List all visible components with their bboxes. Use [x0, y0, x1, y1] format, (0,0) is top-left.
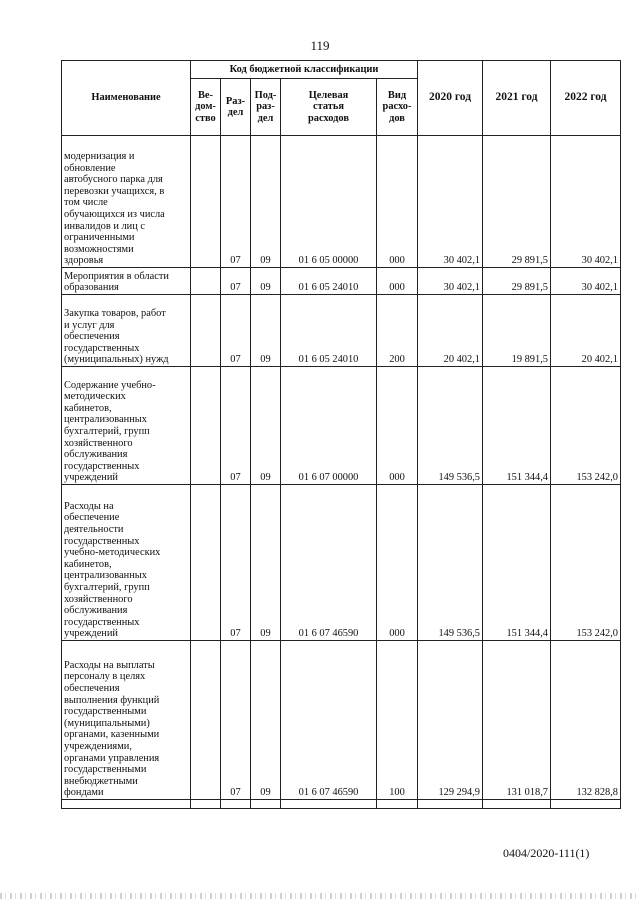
- row-amount-2022: 153 242,0: [551, 485, 621, 641]
- row-amount-2021: 29 891,5: [483, 136, 551, 268]
- header-tselevaya-line: расходов: [308, 112, 349, 124]
- empty-cell: [62, 800, 191, 809]
- table-row-empty: [62, 800, 621, 809]
- row-vid: 000: [377, 268, 418, 295]
- row-podrazdel: 09: [251, 641, 281, 800]
- row-vedomstvo: [191, 268, 221, 295]
- row-name-line: учреждений: [64, 628, 118, 640]
- row-name-line: (муниципальных) нужд: [64, 354, 169, 366]
- empty-cell: [191, 800, 221, 809]
- row-name-line: обслуживания: [64, 449, 128, 461]
- row-name-line: бухгалтерий, групп: [64, 582, 150, 594]
- row-podrazdel: 09: [251, 485, 281, 641]
- row-name-line: Мероприятия в области: [64, 270, 169, 282]
- table-row: [62, 268, 621, 295]
- scan-footer-strip: [0, 893, 640, 899]
- header-vid-line: Вид: [387, 89, 407, 101]
- row-name-line: фондами: [64, 787, 104, 799]
- row-amount-2021: 151 344,4: [483, 367, 551, 485]
- row-vedomstvo: [191, 295, 221, 367]
- row-amount-2021: 131 018,7: [483, 641, 551, 800]
- header-vid-line: расхо-: [382, 101, 412, 113]
- row-name-line: обновление: [64, 162, 116, 174]
- row-tselevaya: 01 6 07 46590: [281, 641, 377, 800]
- row-name-line: централизованных: [64, 570, 147, 582]
- row-name-line: государственных: [64, 342, 140, 354]
- header-tselevaya-line: Целевая: [308, 89, 349, 101]
- row-name-line: Закупка товаров, работ: [64, 308, 166, 320]
- header-podrazdel-line: раз-: [256, 101, 275, 113]
- row-amount-2022: 30 402,1: [551, 268, 621, 295]
- row-amount-2020: 149 536,5: [418, 367, 483, 485]
- row-name-line: Расходы на: [64, 500, 114, 512]
- empty-cell: [418, 800, 483, 809]
- row-name-line: государственными: [64, 706, 147, 718]
- row-name-line: персоналу в целях: [64, 671, 146, 683]
- header-podrazdel-line: дел: [257, 112, 274, 124]
- row-name-line: инвалидов и лиц с: [64, 220, 145, 232]
- row-amount-2020: 30 402,1: [418, 268, 483, 295]
- header-2020: 2020 год: [418, 61, 483, 136]
- header-vedomstvo-line: ство: [195, 112, 216, 124]
- header-razdel-line: Раз-: [225, 95, 246, 107]
- row-name-line: деятельности: [64, 524, 124, 536]
- row-name-line: обеспечения: [64, 683, 120, 695]
- row-amount-2022: 20 402,1: [551, 295, 621, 367]
- row-name-line: государственных: [64, 616, 140, 628]
- row-name-line: государственных: [64, 460, 140, 472]
- row-name: [62, 485, 191, 641]
- header-razdel: [221, 79, 251, 136]
- header-code-group: Код бюджетной классификации: [191, 61, 418, 79]
- row-name-line: органами, казенными: [64, 729, 160, 741]
- row-razdel: 07: [221, 485, 251, 641]
- header-podrazdel: [251, 79, 281, 136]
- row-razdel: 07: [221, 295, 251, 367]
- row-amount-2021: 19 891,5: [483, 295, 551, 367]
- row-amount-2021: 151 344,4: [483, 485, 551, 641]
- row-name-line: выполнения функций: [64, 694, 160, 706]
- row-amount-2020: 149 536,5: [418, 485, 483, 641]
- row-amount-2020: 129 294,9: [418, 641, 483, 800]
- header-razdel-line: дел: [227, 107, 244, 118]
- row-amount-2022: 30 402,1: [551, 136, 621, 268]
- header-vedomstvo-line: дом-: [195, 101, 216, 113]
- row-name-line: государственных: [64, 535, 140, 547]
- row-name-line: ограниченными: [64, 232, 135, 244]
- empty-cell: [551, 800, 621, 809]
- table-row: [62, 295, 621, 367]
- row-vedomstvo: [191, 136, 221, 268]
- row-name-line: обучающихся из числа: [64, 209, 165, 221]
- empty-cell: [281, 800, 377, 809]
- row-vid: 200: [377, 295, 418, 367]
- row-razdel: 07: [221, 641, 251, 800]
- row-name-line: возможностями: [64, 243, 134, 255]
- row-name-line: и услуг для: [64, 319, 115, 331]
- row-amount-2021: 29 891,5: [483, 268, 551, 295]
- row-name: [62, 295, 191, 367]
- row-podrazdel: 09: [251, 295, 281, 367]
- row-name-line: (муниципальными): [64, 717, 150, 729]
- row-amount-2020: 30 402,1: [418, 136, 483, 268]
- header-vedomstvo-line: Ве-: [197, 89, 213, 101]
- row-podrazdel: 09: [251, 268, 281, 295]
- row-name: [62, 268, 191, 295]
- empty-cell: [221, 800, 251, 809]
- header-2022: 2022 год: [551, 61, 621, 136]
- header-tselevaya-line: статья: [313, 101, 344, 113]
- header-2021: 2021 год: [483, 61, 551, 136]
- row-name-line: централизованных: [64, 414, 147, 426]
- table-body: [62, 136, 621, 809]
- row-podrazdel: 09: [251, 367, 281, 485]
- row-razdel: 07: [221, 367, 251, 485]
- row-name-line: образования: [64, 282, 119, 294]
- row-vid: 000: [377, 485, 418, 641]
- budget-table: [61, 60, 621, 809]
- row-name-line: кабинетов,: [64, 402, 112, 414]
- header-podrazdel-line: Под-: [254, 89, 277, 101]
- row-name-line: кабинетов,: [64, 558, 112, 570]
- empty-cell: [251, 800, 281, 809]
- header-tselevaya: [281, 79, 377, 136]
- table-row: [62, 367, 621, 485]
- table-row: [62, 136, 621, 268]
- header-vedomstvo: [191, 79, 221, 136]
- row-name-line: внебюджетными: [64, 775, 138, 787]
- row-vedomstvo: [191, 485, 221, 641]
- row-name-line: методических: [64, 391, 126, 403]
- header-vid-line: дов: [389, 112, 405, 124]
- row-tselevaya: 01 6 07 00000: [281, 367, 377, 485]
- row-name-line: органами управления: [64, 752, 160, 764]
- row-name-line: хозяйственного: [64, 437, 133, 449]
- empty-cell: [377, 800, 418, 809]
- row-name-line: Расходы на выплаты: [64, 659, 155, 671]
- document-code: 0404/2020-111(1): [503, 846, 590, 860]
- row-name-line: перевозки учащихся, в: [64, 185, 165, 197]
- row-tselevaya: 01 6 07 46590: [281, 485, 377, 641]
- row-name-line: государственными: [64, 764, 147, 776]
- row-name-line: бухгалтерий, групп: [64, 426, 150, 438]
- table-row: [62, 485, 621, 641]
- header-vid: [377, 79, 418, 136]
- row-name-line: обслуживания: [64, 605, 128, 617]
- row-name-line: автобусного парка для: [64, 174, 163, 186]
- row-name-line: хозяйственного: [64, 593, 133, 605]
- row-name-line: учебно-методических: [64, 547, 161, 559]
- row-name-line: здоровья: [64, 255, 104, 267]
- row-name: [62, 136, 191, 268]
- row-razdel: 07: [221, 268, 251, 295]
- row-name-line: Содержание учебно-: [64, 379, 156, 391]
- row-tselevaya: 01 6 05 24010: [281, 295, 377, 367]
- row-name-line: учреждениями,: [64, 741, 132, 753]
- row-name-line: учреждений: [64, 472, 118, 484]
- row-vedomstvo: [191, 641, 221, 800]
- row-podrazdel: 09: [251, 136, 281, 268]
- row-amount-2022: 132 828,8: [551, 641, 621, 800]
- row-vid: 100: [377, 641, 418, 800]
- row-name-line: том числе: [64, 197, 108, 209]
- row-name-line: обеспечение: [64, 512, 120, 524]
- row-tselevaya: 01 6 05 00000: [281, 136, 377, 268]
- row-name-line: обеспечения: [64, 331, 120, 343]
- row-vedomstvo: [191, 367, 221, 485]
- row-razdel: 07: [221, 136, 251, 268]
- empty-cell: [483, 800, 551, 809]
- header-name: Наименование: [62, 61, 191, 136]
- row-amount-2022: 153 242,0: [551, 367, 621, 485]
- row-vid: 000: [377, 367, 418, 485]
- row-amount-2020: 20 402,1: [418, 295, 483, 367]
- row-name: [62, 367, 191, 485]
- table-row: [62, 641, 621, 800]
- page-number: 119: [310, 38, 330, 53]
- row-tselevaya: 01 6 05 24010: [281, 268, 377, 295]
- row-name-line: модернизация и: [64, 151, 135, 163]
- row-name: [62, 641, 191, 800]
- row-vid: 000: [377, 136, 418, 268]
